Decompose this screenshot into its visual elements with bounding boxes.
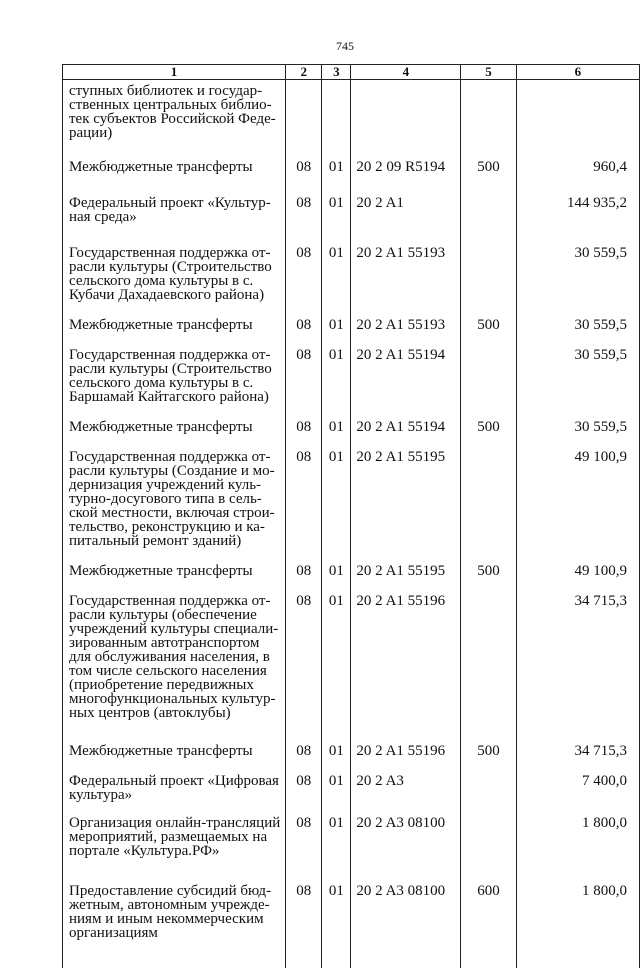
target-article-code <box>351 80 461 141</box>
item-name: Межбюджетные трансферты <box>63 302 286 332</box>
item-name: Федеральный проект «Культур- ная среда» <box>63 174 286 224</box>
item-name: Государственная поддержка от- расли культуры (Строительство сельского дома культуры в с. Кубачи Дахадаевского района) <box>63 224 286 302</box>
empty-cell <box>322 940 351 968</box>
table-row <box>63 174 640 224</box>
table-row <box>63 434 640 548</box>
expense-type-code <box>461 80 517 141</box>
expense-type-code: 500 <box>461 302 517 332</box>
item-name: Государственная поддержка от- расли культуры (обеспечение учреждений культуры специали- зированным автотранспортом для обслуживания населения, в том числе сельского населения (приобретение передвижных многофункциональных культур- ных центров (автоклубы) <box>63 578 286 720</box>
amount-value: 34 715,3 <box>516 578 639 720</box>
table-bottom-space <box>63 940 640 968</box>
amount-value: 49 100,9 <box>516 434 639 548</box>
table-row <box>63 404 640 434</box>
expense-type-code <box>461 332 517 404</box>
item-name: Межбюджетные трансферты <box>63 140 286 174</box>
section-code: 08 <box>286 174 322 224</box>
expense-type-code <box>461 802 517 858</box>
subsection-code: 01 <box>322 548 351 578</box>
amount-value <box>516 80 639 141</box>
expense-type-code <box>461 224 517 302</box>
section-code: 08 <box>286 224 322 302</box>
subsection-code: 01 <box>322 802 351 858</box>
section-code: 08 <box>286 858 322 940</box>
header-col-1: 1 <box>63 65 286 80</box>
amount-value: 49 100,9 <box>516 548 639 578</box>
header-row <box>63 65 640 80</box>
empty-cell <box>351 940 461 968</box>
table-row <box>63 802 640 858</box>
target-article-code: 20 2 A1 55194 <box>351 332 461 404</box>
amount-value: 960,4 <box>516 140 639 174</box>
target-article-code: 20 2 A1 55193 <box>351 302 461 332</box>
subsection-code: 01 <box>322 404 351 434</box>
item-name: Организация онлайн-трансляций мероприятий, размещаемых на портале «Культура.РФ» <box>63 802 286 858</box>
subsection-code: 01 <box>322 224 351 302</box>
table-row <box>63 858 640 940</box>
item-name: Межбюджетные трансферты <box>63 720 286 758</box>
subsection-code: 01 <box>322 434 351 548</box>
expense-type-code <box>461 758 517 802</box>
header-col-5: 5 <box>461 65 517 80</box>
section-code: 08 <box>286 758 322 802</box>
target-article-code: 20 2 A3 08100 <box>351 858 461 940</box>
header-col-2: 2 <box>286 65 322 80</box>
subsection-code: 01 <box>322 858 351 940</box>
section-code: 08 <box>286 548 322 578</box>
expense-type-code <box>461 578 517 720</box>
expense-type-code: 500 <box>461 548 517 578</box>
amount-value: 34 715,3 <box>516 720 639 758</box>
target-article-code: 20 2 A1 55194 <box>351 404 461 434</box>
target-article-code: 20 2 09 R5194 <box>351 140 461 174</box>
table-row <box>63 548 640 578</box>
target-article-code: 20 2 A1 55195 <box>351 548 461 578</box>
table-row <box>63 224 640 302</box>
amount-value: 1 800,0 <box>516 858 639 940</box>
item-name: ступных библиотек и государ- ственных центральных библио- тек субъектов Российской Феде- рации) <box>63 80 286 141</box>
header-col-3: 3 <box>322 65 351 80</box>
amount-value: 7 400,0 <box>516 758 639 802</box>
subsection-code <box>322 80 351 141</box>
amount-value: 30 559,5 <box>516 302 639 332</box>
table-row <box>63 140 640 174</box>
table-row <box>63 80 640 141</box>
amount-value: 1 800,0 <box>516 802 639 858</box>
page-number: 745 <box>336 39 354 53</box>
item-name: Государственная поддержка от- расли культуры (Строительство сельского дома культуры в с. Баршамай Кайтагского района) <box>63 332 286 404</box>
target-article-code: 20 2 A1 55196 <box>351 720 461 758</box>
section-code: 08 <box>286 302 322 332</box>
target-article-code: 20 2 A1 <box>351 174 461 224</box>
section-code: 08 <box>286 140 322 174</box>
table-row <box>63 332 640 404</box>
target-article-code: 20 2 A3 <box>351 758 461 802</box>
item-name: Межбюджетные трансферты <box>63 404 286 434</box>
section-code: 08 <box>286 434 322 548</box>
table-row <box>63 578 640 720</box>
item-name: Предоставление субсидий бюд- жетным, автономным учрежде- ниям и иным некоммерческим организациям <box>63 858 286 940</box>
expense-type-code: 500 <box>461 720 517 758</box>
target-article-code: 20 2 A1 55195 <box>351 434 461 548</box>
subsection-code: 01 <box>322 174 351 224</box>
subsection-code: 01 <box>322 578 351 720</box>
target-article-code: 20 2 A1 55196 <box>351 578 461 720</box>
header-col-4: 4 <box>351 65 461 80</box>
subsection-code: 01 <box>322 720 351 758</box>
expense-type-code <box>461 174 517 224</box>
section-code: 08 <box>286 578 322 720</box>
subsection-code: 01 <box>322 758 351 802</box>
item-name: Государственная поддержка от- расли культуры (Создание и мо- дернизация учреждений куль- турно-досугового типа в сель- ской местности, включая строи- тельство, реконструкцию и ка- питальный ремонт зданий) <box>63 434 286 548</box>
empty-cell <box>286 940 322 968</box>
item-name: Межбюджетные трансферты <box>63 548 286 578</box>
target-article-code: 20 2 A1 55193 <box>351 224 461 302</box>
empty-cell <box>461 940 517 968</box>
section-code: 08 <box>286 332 322 404</box>
target-article-code: 20 2 A3 08100 <box>351 802 461 858</box>
expense-type-code <box>461 434 517 548</box>
section-code: 08 <box>286 404 322 434</box>
subsection-code: 01 <box>322 140 351 174</box>
section-code <box>286 80 322 141</box>
section-code: 08 <box>286 802 322 858</box>
header-col-6: 6 <box>516 65 639 80</box>
expense-type-code: 600 <box>461 858 517 940</box>
amount-value: 144 935,2 <box>516 174 639 224</box>
subsection-code: 01 <box>322 302 351 332</box>
amount-value: 30 559,5 <box>516 224 639 302</box>
item-name: Федеральный проект «Цифровая культура» <box>63 758 286 802</box>
section-code: 08 <box>286 720 322 758</box>
table-row <box>63 720 640 758</box>
amount-value: 30 559,5 <box>516 404 639 434</box>
subsection-code: 01 <box>322 332 351 404</box>
budget-table <box>62 64 640 968</box>
table-row <box>63 302 640 332</box>
amount-value: 30 559,5 <box>516 332 639 404</box>
empty-cell <box>516 940 639 968</box>
expense-type-code: 500 <box>461 404 517 434</box>
table-row <box>63 758 640 802</box>
empty-cell <box>63 940 286 968</box>
expense-type-code: 500 <box>461 140 517 174</box>
